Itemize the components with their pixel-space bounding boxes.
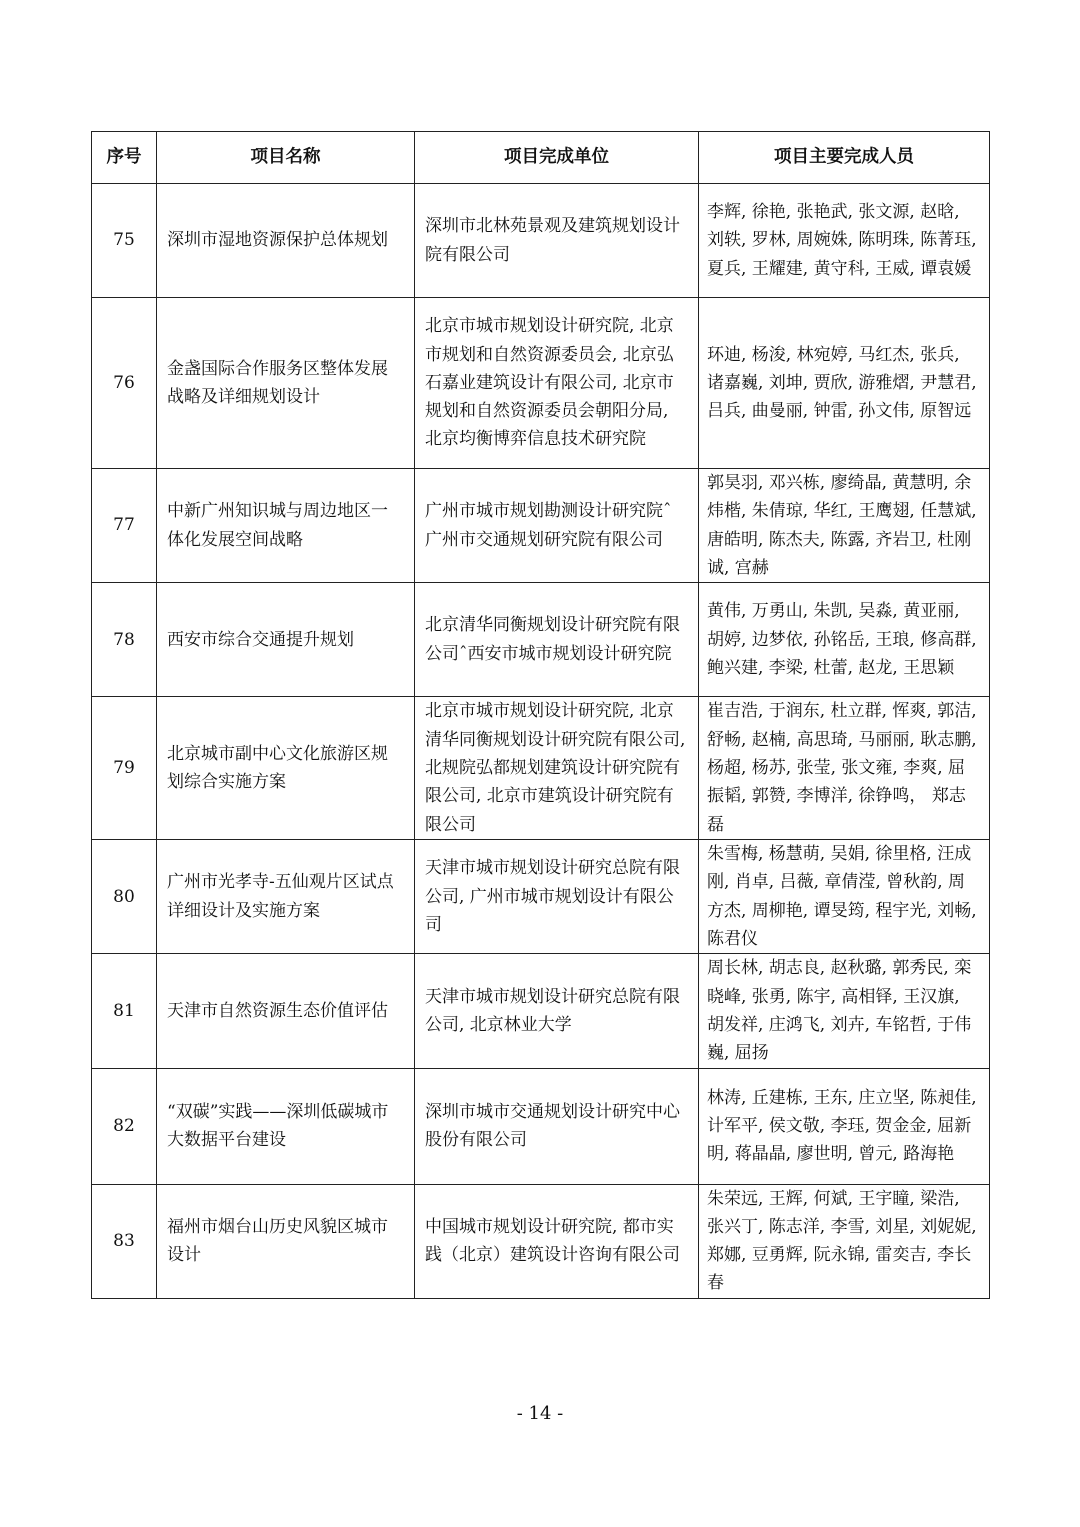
project-name: 北京城市副中心文化旅游区规划综合实施方案 bbox=[157, 697, 415, 840]
row-number: 81 bbox=[92, 954, 157, 1068]
project-name: 西安市综合交通提升规划 bbox=[157, 583, 415, 697]
project-personnel: 朱雪梅, 杨慧萌, 吴娟, 徐里格, 汪成刚, 肖卓, 吕薇, 章倩滢, 曾秋韵, 周方杰, 周柳艳, 谭旻筠, 程宇光, 刘畅, 陈君仪 bbox=[699, 840, 990, 954]
project-personnel: 朱荣远, 王辉, 何斌, 王宇瞳, 梁浩, 张兴丁, 陈志洋, 李雪, 刘星, 刘妮妮, 郑娜, 豆勇辉, 阮永锦, 雷奕吉, 李长春 bbox=[699, 1184, 990, 1298]
table-row bbox=[92, 954, 990, 1068]
project-personnel: 环迪, 杨浚, 林宛婷, 马红杰, 张兵, 诸嘉巍, 刘坤, 贾欣, 游雅熠, 尹慧君, 吕兵, 曲曼丽, 钟雷, 孙文伟, 原智远 bbox=[699, 298, 990, 469]
header-personnel: 项目主要完成人员 bbox=[699, 132, 990, 184]
project-name: 福州市烟台山历史风貌区城市设计 bbox=[157, 1184, 415, 1298]
header-no: 序号 bbox=[92, 132, 157, 184]
page-number: - 14 - bbox=[516, 1403, 564, 1424]
table-row bbox=[92, 184, 990, 298]
table-header-row bbox=[92, 132, 990, 184]
project-organization: 北京市城市规划设计研究院, 北京市规划和自然资源委员会, 北京弘石嘉业建筑设计有限公司, 北京市规划和自然资源委员会朝阳分局, 北京均衡博弈信息技术研究院 bbox=[415, 298, 699, 469]
table-row bbox=[92, 697, 990, 840]
table-row bbox=[92, 1068, 990, 1184]
table-row bbox=[92, 469, 990, 583]
project-organization: 天津市城市规划设计研究总院有限公司, 北京林业大学 bbox=[415, 954, 699, 1068]
project-name: 天津市自然资源生态价值评估 bbox=[157, 954, 415, 1068]
row-number: 78 bbox=[92, 583, 157, 697]
table-row bbox=[92, 840, 990, 954]
project-personnel: 林涛, 丘建栋, 王东, 庄立坚, 陈昶佳, 计军平, 侯文敬, 李珏, 贺金金, 屈新明, 蒋晶晶, 廖世明, 曾元, 路海艳 bbox=[699, 1068, 990, 1184]
row-number: 82 bbox=[92, 1068, 157, 1184]
row-number: 80 bbox=[92, 840, 157, 954]
table-row bbox=[92, 298, 990, 469]
project-organization: 北京市城市规划设计研究院, 北京清华同衡规划设计研究院有限公司, 北规院弘都规划建筑设计研究院有限公司, 北京市建筑设计研究院有限公司 bbox=[415, 697, 699, 840]
header-organization: 项目完成单位 bbox=[415, 132, 699, 184]
table-row bbox=[92, 1184, 990, 1298]
project-name: 深圳市湿地资源保护总体规划 bbox=[157, 184, 415, 298]
project-organization: 深圳市北林苑景观及建筑规划设计院有限公司 bbox=[415, 184, 699, 298]
project-name: 金盏国际合作服务区整体发展战略及详细规划设计 bbox=[157, 298, 415, 469]
project-name: “双碳”实践——深圳低碳城市大数据平台建设 bbox=[157, 1068, 415, 1184]
row-number: 77 bbox=[92, 469, 157, 583]
project-personnel: 周长林, 胡志良, 赵秋璐, 郭秀民, 栾晓峰, 张勇, 陈宇, 高相铎, 王汉旗, 胡发祥, 庄鸿飞, 刘卉, 车铭哲, 于伟巍, 屈扬 bbox=[699, 954, 990, 1068]
project-personnel: 郭昊羽, 邓兴栋, 廖绮晶, 黄慧明, 余炜楷, 朱倩琼, 华红, 王鹰翅, 任慧斌, 唐皓明, 陈杰夫, 陈露, 齐岩卫, 杜刚诚, 宫赫 bbox=[699, 469, 990, 583]
project-personnel: 崔吉浩, 于润东, 杜立群, 恽爽, 郭洁, 舒畅, 赵楠, 高思琦, 马丽丽, 耿志鹏, 杨超, 杨苏, 张莹, 张文雍, 李爽, 屈振韬, 郭赞, 李博洋, 徐铮鸣， 郑志磊 bbox=[699, 697, 990, 840]
row-number: 76 bbox=[92, 298, 157, 469]
project-organization: 中国城市规划设计研究院, 都市实践（北京）建筑设计咨询有限公司 bbox=[415, 1184, 699, 1298]
project-table bbox=[91, 131, 990, 1299]
project-personnel: 黄伟, 万勇山, 朱凯, 吴淼, 黄亚丽, 胡婷, 边梦依, 孙铭岳, 王琅, 修高群, 鲍兴建, 李梁, 杜蕾, 赵龙, 王思颖 bbox=[699, 583, 990, 697]
header-project-name: 项目名称 bbox=[157, 132, 415, 184]
project-organization: 天津市城市规划设计研究总院有限公司, 广州市城市规划设计有限公司 bbox=[415, 840, 699, 954]
project-organization: 深圳市城市交通规划设计研究中心股份有限公司 bbox=[415, 1068, 699, 1184]
project-organization: 北京清华同衡规划设计研究院有限公司ˆ西安市城市规划设计研究院 bbox=[415, 583, 699, 697]
row-number: 75 bbox=[92, 184, 157, 298]
project-organization: 广州市城市规划勘测设计研究院ˆ广州市交通规划研究院有限公司 bbox=[415, 469, 699, 583]
table-row bbox=[92, 583, 990, 697]
project-personnel: 李辉, 徐艳, 张艳武, 张文源, 赵晗, 刘轶, 罗林, 周婉姝, 陈明珠, 陈菁珏, 夏兵, 王耀建, 黄守科, 王威, 谭袁媛 bbox=[699, 184, 990, 298]
project-name: 广州市光孝寺-五仙观片区试点详细设计及实施方案 bbox=[157, 840, 415, 954]
row-number: 79 bbox=[92, 697, 157, 840]
project-name: 中新广州知识城与周边地区一体化发展空间战略 bbox=[157, 469, 415, 583]
row-number: 83 bbox=[92, 1184, 157, 1298]
